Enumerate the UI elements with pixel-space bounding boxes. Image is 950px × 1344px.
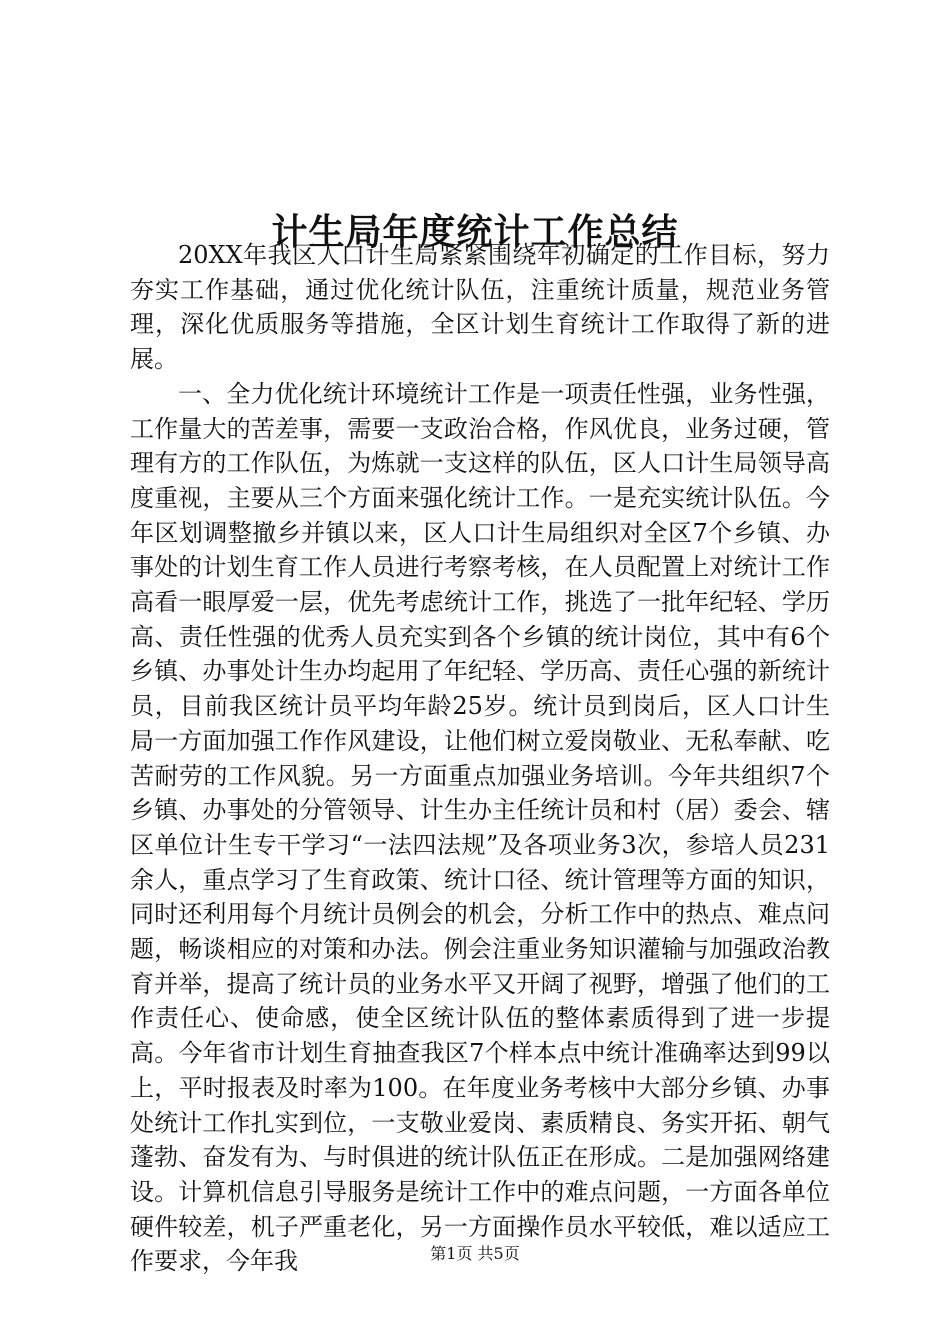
section-one-paragraph: 一、全力优化统计环境统计工作是一项责任性强，业务性强，工作量大的苦差事，需要一支政治合格，作风优良，业务过硬，管理有方的工作队伍，为炼就一支这样的队伍，区人口计生局领导高度重视，主要从三个方面来强化统计工作。一是充实统计队伍。今年区划调整撤乡并镇以来，区人口计生局组织对全区7个乡镇、办事处的计划生育工作人员进行考察考核，在人员配置上对统计工作高看一眼厚爱一层，优先考虑统计工作，挑选了一批年纪轻、学历高、责任性强的优秀人员充实到各个乡镇的统计岗位，其中有6个乡镇、办事处计生办均起用了年纪轻、学历高、责任心强的新统计员，目前我区统计员平均年龄25岁。统计员到岗后，区人口计生局一方面加强工作作风建设，让他们树立爱岗敬业、无私奉献、吃苦耐劳的工作风貌。另一方面重点加强业务培训。今年共组织7个乡镇、办事处的分管领导、计生办主任统计员和村（居）委会、辖区单位计生专干学习“一法四法规”及各项业务3次，参培人员231余人，重点学习了生育政策、统计口径、统计管理等方面的知识，同时还利用每个月统计员例会的机会，分析工作中的热点、难点问题，畅谈相应的对策和办法。例会注重业务知识灌输与加强政治教育并举，提高了统计员的业务水平又开阔了视野，增强了他们的工作责任心、使命感，使全区统计队伍的整体素质得到了进一步提高。今年省市计划生育抽查我区7个样本点中统计准确率达到99以上，平时报表及时率为100。在年度业务考核中大部分乡镇、办事处统计工作扎实到位，一支敬业爱岗、素质精良、务实开拓、朝气蓬勃、奋发有为、与时俱进的统计队伍正在形成。二是加强网络建设。计算机信息引导服务是统计工作中的难点问题，一方面各单位硬件较差，机子严重老化，另一方面操作员水平较低，难以适应工作要求，今年我 [130, 379, 830, 1276]
intro-paragraph: 20XX年我区人口计生局紧紧围绕年初确定的工作目标，努力夯实工作基础，通过优化统计队伍，注重统计质量，规范业务管理，深化优质服务等措施，全区计划生育统计工作取得了新的进展。 [130, 241, 830, 374]
document-title: 计生局年度统计工作总结 [271, 211, 679, 254]
page-number-footer: 第1页 共5页 [430, 1244, 520, 1263]
document-body [130, 238, 830, 1279]
